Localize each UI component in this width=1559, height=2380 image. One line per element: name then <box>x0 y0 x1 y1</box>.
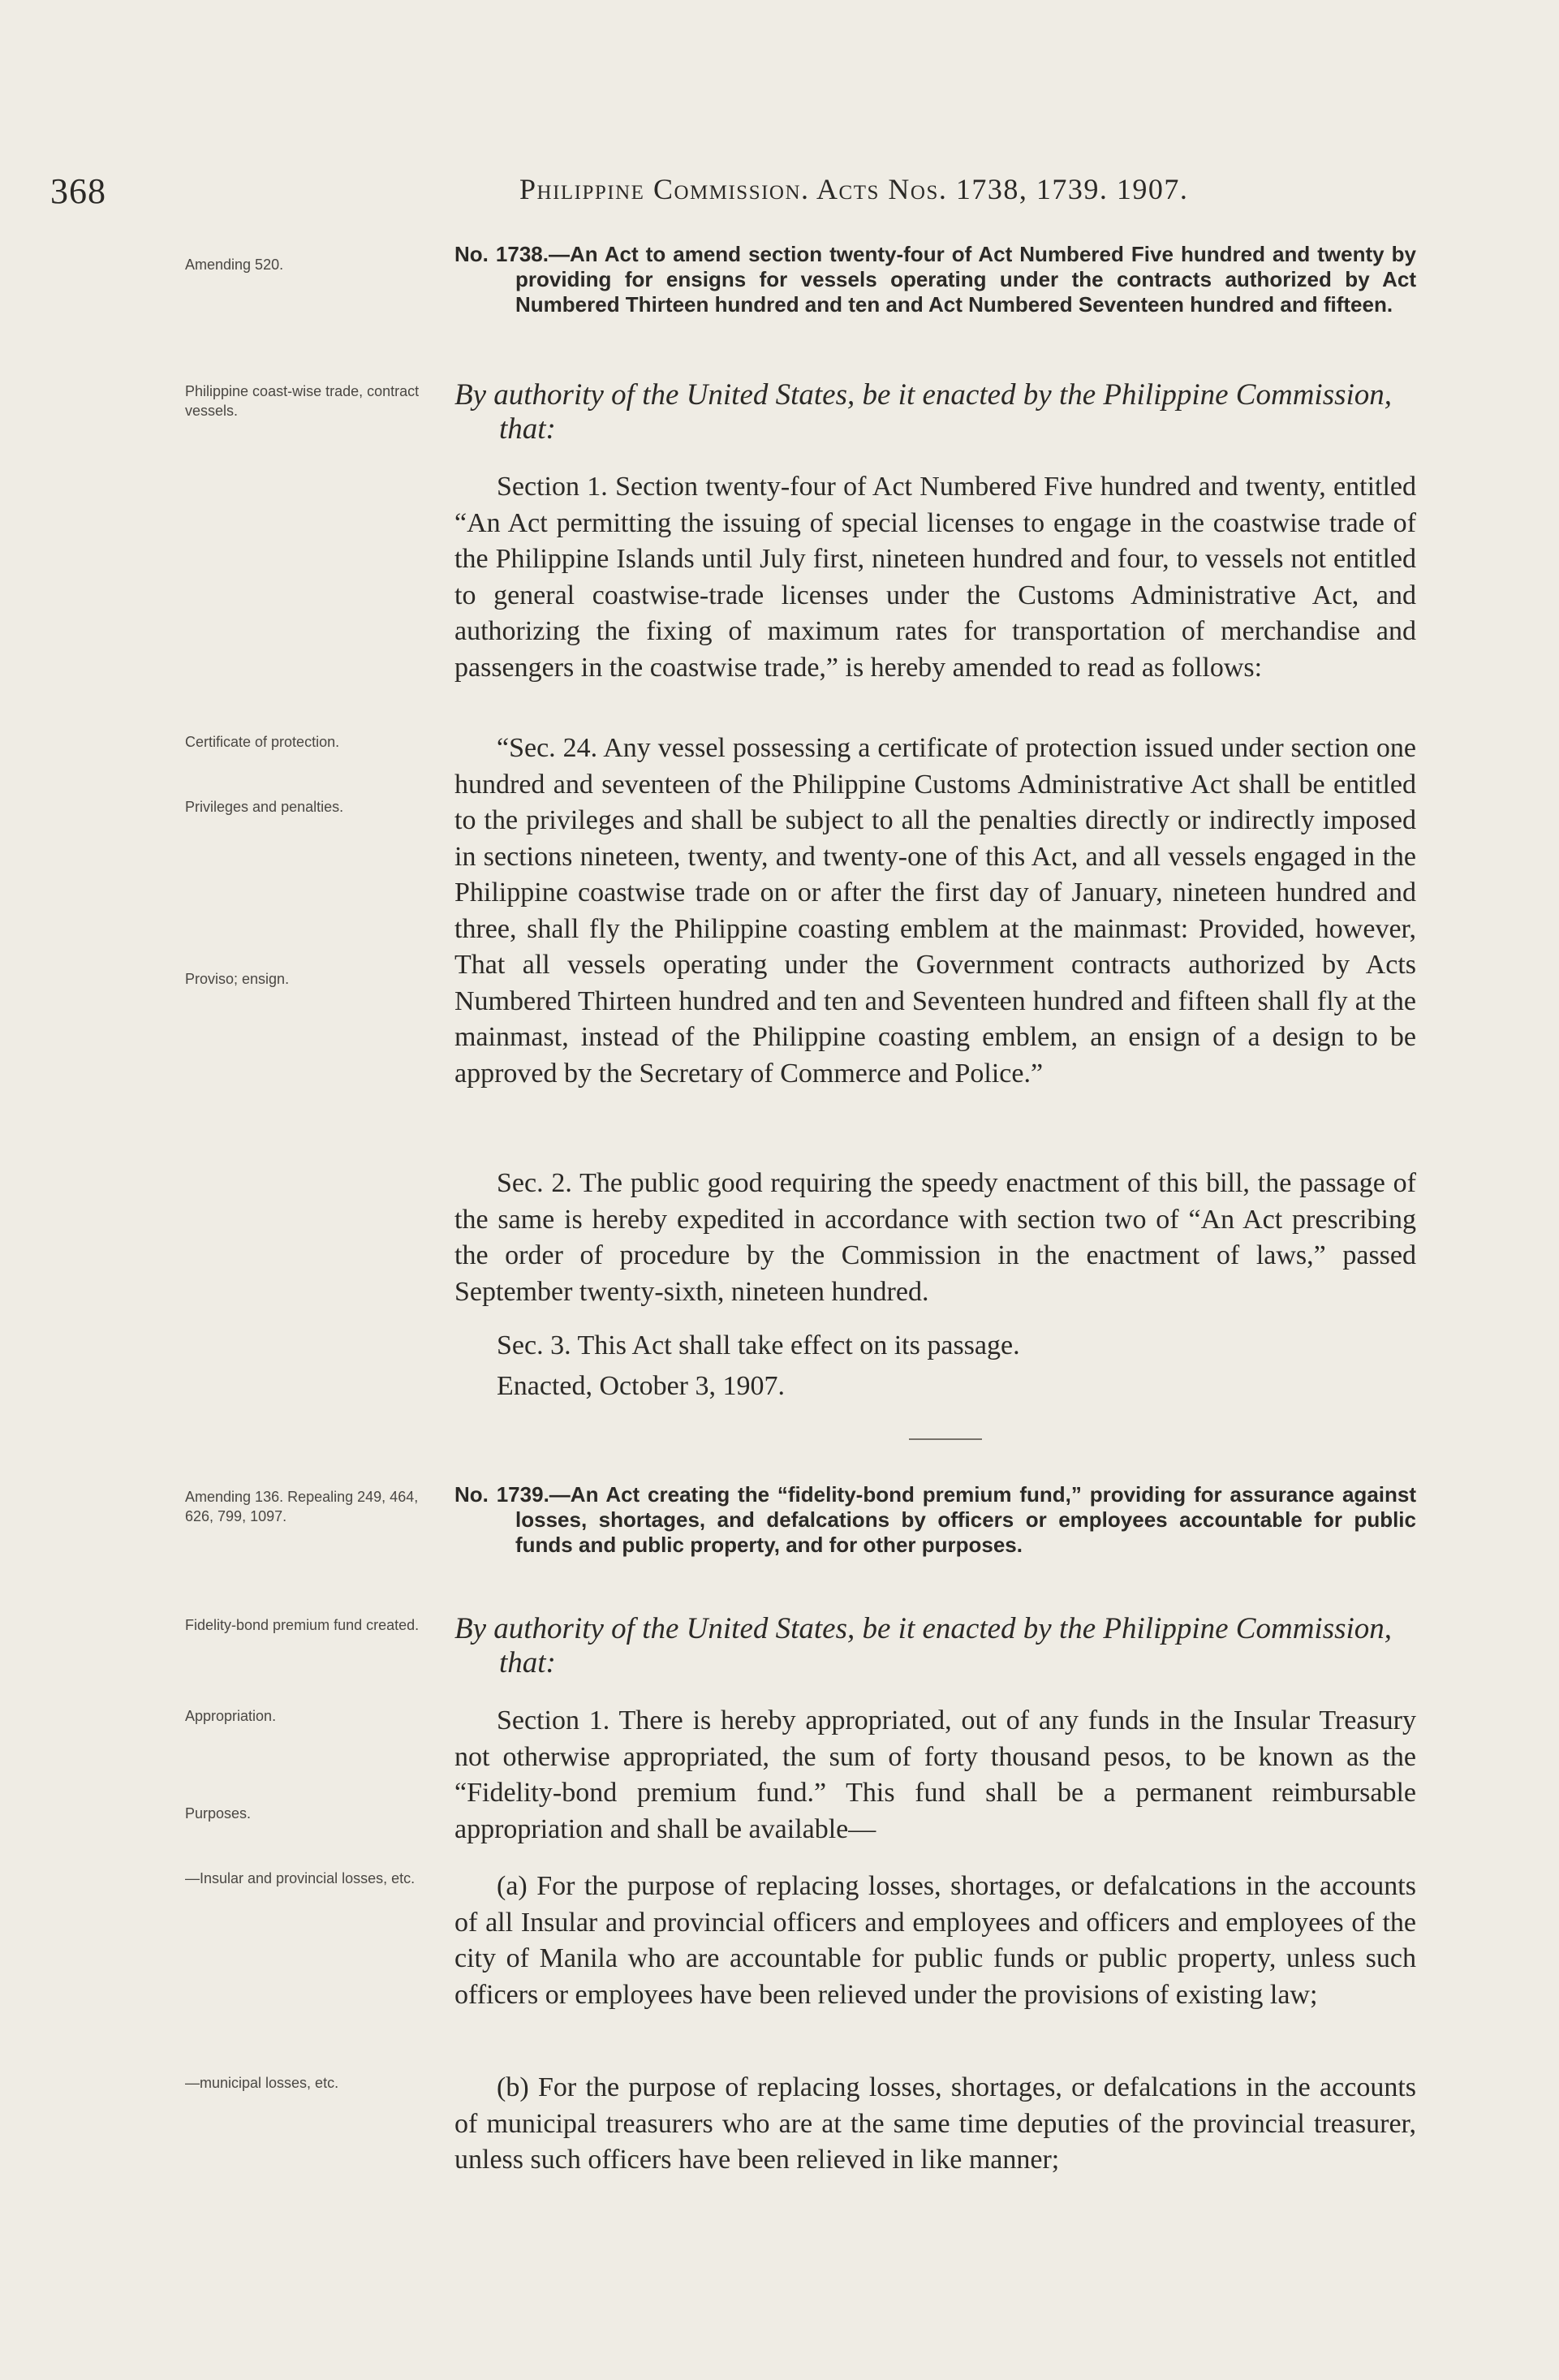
margin-note-municipal-losses: —municipal losses, etc. <box>185 2075 339 2091</box>
section-24-text: “Sec. 24. Any vessel possessing a certificate of protection issued under section one hundred and seventeen of the Philippine Customs Administrative Act shall be entitled to the privileges and shall be subject to all the penalties directly or indirectly imposed in sections nineteen, twenty, and twenty-one of this Act, and all vessels engaged in the Philippine coastwise trade on or after the first day of January, nineteen hundred and three, shall fly the Philippine coasting emblem at the mainmast: Provided, however, That all vessels operating under the Government contracts authorized by Acts Numbered Thirteen hundred and ten and Seventeen hundred and fifteen shall fly at the mainmast, instead of the Philippine coasting emblem, an ensign of a design to be approved by the Secretary of Commerce and Police.” <box>454 733 1416 1089</box>
margin-note-certificate: Certificate of protection. <box>185 734 340 750</box>
act-1739-section-1 <box>454 1703 1416 1848</box>
page-number: 368 <box>50 171 106 211</box>
section-3-text: Sec. 3. This Act shall take effect on its passage. <box>497 1330 1020 1360</box>
margin-note-insular-losses: —Insular and provincial losses, etc. <box>185 1870 416 1886</box>
act-1738-section-2 <box>454 1166 1416 1310</box>
act-title: No. 1739.—An Act creating the “fidelity-bond premium fund,” providing for assurance against losses, shortages, and defalcations by officers or employees accountable for public funds and public property, and for other purposes. <box>454 1482 1416 1557</box>
margin-note-amending-520: Amending 520. <box>185 257 284 273</box>
section-1-text: Section 1. There is hereby appropriated, out of any funds in the Insular Treasury not otherwise appropriated, the sum of forty thousand pesos, to be known as the “Fidelity-bond premium fund.” This fund shall be a permanent reimbursable appropriation and shall be available— <box>454 1705 1416 1844</box>
margin-note-purposes: Purposes. <box>185 1805 252 1822</box>
act-1739-para-b <box>454 2070 1416 2179</box>
act-1739-para-a <box>454 1869 1416 2013</box>
section-1-text: Section 1. Section twenty-four of Act Numbered Five hundred and twenty, entitled “An Act permitting the issuing of special licenses to engage in the coastwise trade of the Philippine Islands until July first, nineteen hundred and four, to vessels not entitled to general coastwise-trade licenses under the Customs Administrative Act, and authorizing the fixing of maximum rates for transportation of merchandise and passengers in the coastwise trade,” is hereby amended to read as follows: <box>454 472 1416 683</box>
enacting-clause: By authority of the United States, be it enacted by the Philippine Commission, that: <box>454 378 1393 446</box>
margin-note-privileges: Privileges and penalties. <box>185 799 344 815</box>
paragraph-a-text: (a) For the purpose of replacing losses, shortages, or defalcations in the accounts of all Insular and provincial officers and employees and officers and employees of the city of Manila who are accountable for public funds or public property, unless such officers or employees have been relieved under the provisions of existing law; <box>454 1871 1416 2010</box>
paragraph-b-text: (b) For the purpose of replacing losses, shortages, or defalcations in the accounts of municipal treasurers who are at the same time deputies of the provincial treasurer, unless such officers have been relieved in like manner; <box>454 2072 1416 2175</box>
section-divider <box>909 1438 982 1440</box>
margin-note-fidelity-fund: Fidelity-bond premium fund created. <box>185 1617 420 1633</box>
margin-note-proviso: Proviso; ensign. <box>185 971 290 987</box>
margin-note-appropriation: Appropriation. <box>185 1708 277 1724</box>
act-1738-section-24 <box>454 731 1416 1092</box>
margin-note-amending-136: Amending 136. Repealing 249, 464, 626, 799, 1097. <box>185 1489 419 1524</box>
enacting-clause: By authority of the United States, be it enacted by the Philippine Commission, that: <box>454 1612 1393 1679</box>
act-1738-enacted <box>454 1369 1416 1405</box>
enacted-date: Enacted, October 3, 1907. <box>497 1371 785 1401</box>
act-title: No. 1738.—An Act to amend section twenty-four of Act Numbered Five hundred and twenty by providing for ensigns for vessels operating under the contracts authorized by Act Numbered Thirteen hundred and ten and Act Numbered Seventeen hundred and fifteen. <box>454 242 1416 317</box>
act-1738-title <box>454 242 1416 317</box>
section-2-text: Sec. 2. The public good requiring the speedy enactment of this bill, the passage of the same is hereby expedited in accordance with section two of “An Act prescribing the order of procedure by the Commission in the enactment of laws,” passed September twenty-sixth, nineteen hundred. <box>454 1168 1416 1307</box>
act-1738-section-1 <box>454 469 1416 686</box>
margin-note-coastwise-vessels: Philippine coast-wise trade, contract vessels. <box>185 383 420 419</box>
act-1738-enacting-clause <box>454 378 1416 446</box>
running-head: Philippine Commission. Acts Nos. 1738, 1739. 1907. <box>519 173 1189 205</box>
act-1738-section-3 <box>454 1328 1416 1365</box>
act-1739-enacting-clause <box>454 1612 1416 1680</box>
act-1739-title <box>454 1482 1416 1558</box>
